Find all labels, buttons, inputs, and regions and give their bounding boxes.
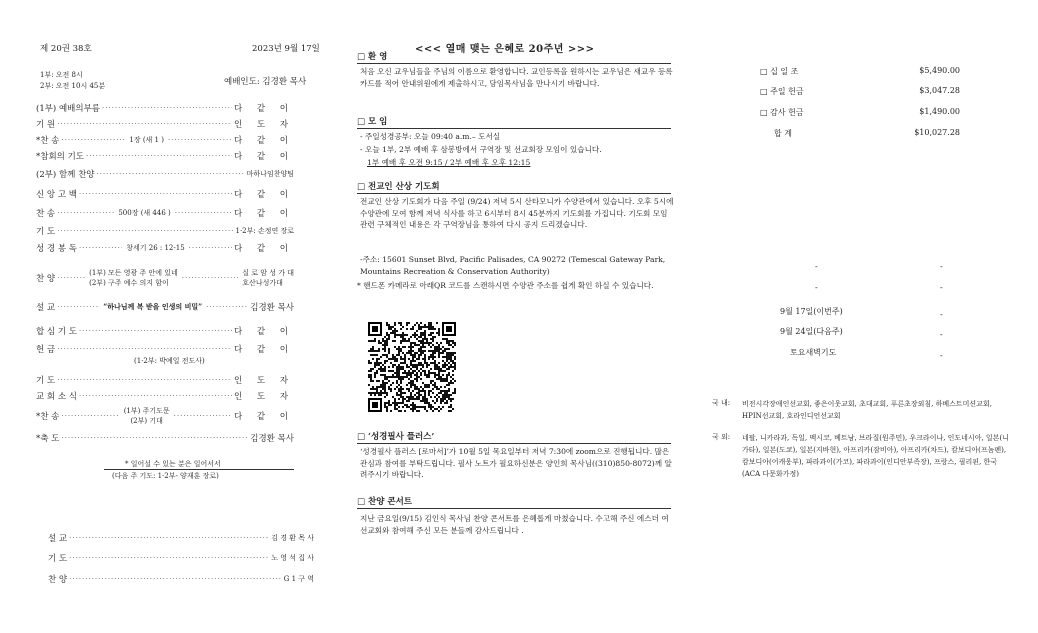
- welcome-body: 처음 오신 교우님들을 주님의 이름으로 환영합니다. 교인등록을 원하시는 교우님은 새교우 등록카드를 적어 안내위원에게 제출하시고, 담임목사님을 만나시기 바랍니다.: [360, 67, 673, 88]
- order-item-person: 다 같 이: [233, 152, 294, 162]
- order-item: [36, 207, 294, 219]
- order-item: [36, 188, 294, 200]
- worship-leader: 예배인도: 김경환 목사: [224, 77, 307, 87]
- order-item-detail: 1장 (새 1 ): [129, 136, 164, 144]
- meetings-line-2: - 오늘 1부, 2부 예배 후 삼봉방에서 구역장 및 선교회장 모임이 있습니다.: [360, 145, 602, 154]
- closing-hymn-label: *찬 송: [36, 412, 60, 422]
- order-item-label: 기 도: [36, 227, 56, 237]
- closing-hymn-2: (2부) 기대: [130, 417, 163, 425]
- sermon-label: 설 교: [36, 303, 56, 313]
- issue-number: 제 20권 38호: [40, 44, 92, 54]
- next-week-item-label: 기 도: [48, 554, 68, 564]
- concert-rule: [357, 508, 671, 509]
- finance-row: [760, 128, 960, 142]
- choir-group-1: 실 로 암 성 가 대: [242, 269, 294, 277]
- order-item-person: 다 같 이: [233, 190, 294, 200]
- prayer-body: 전교인 산상 기도회가 다음 주일 (9/24) 저녁 5시 산타모니카 수양관에서 있습니다. 오후 5시에 수양관에 모여 함께 저녁 식사를 하고 6시부터 8시 45분까지 기도회를 가집니다. 기도회 모임 관련 구체적인 내용은 각 구역장님을 통하여 다시 공지 드리겠습니다.: [360, 197, 674, 229]
- order-item: [36, 374, 294, 386]
- prayer-qr-note: * 핸드폰 카메라로 아래QR 코드를 스캔하시면 수양관 주소를 쉽게 확인 하실 수 있습니다.: [357, 281, 654, 290]
- bible-title: □ ‘성경필사 플러스’: [357, 432, 435, 442]
- domestic-missions: 비전시각장애인선교회, 좋은이웃교회, 초대교회, 푸른초장외침, 하베스트미션교회, HPIN선교회, 호라인디언선교회: [742, 400, 992, 420]
- concert-body: 지난 금요일(9/15) 김인식 목사님 찬양 콘서트를 은혜롭게 마쳤습니다. 수고해 주신 에스더 여선교회와 참여해 주신 모든 분들께 감사드립니다 .: [360, 514, 669, 535]
- sermon-preacher: 김경환 목사: [250, 303, 294, 313]
- next-week-item-label: 설 교: [48, 534, 68, 544]
- anniversary-banner: <<< 열매 맺는 은혜로 20주년 >>>: [415, 44, 595, 55]
- prayer-rule: [357, 193, 671, 194]
- next-week-item: [48, 573, 314, 585]
- order-item-label: 합 심 기 도: [36, 327, 77, 337]
- next-week-item-person: 노 영 석 집 사: [271, 554, 314, 562]
- next-week-item: [48, 552, 314, 564]
- schedule-dash: -: [815, 262, 818, 271]
- choir-group-2: 호산나성가대: [242, 279, 283, 287]
- order-item-label: 신 앙 고 백: [36, 190, 77, 200]
- bulletin-date: 2023년 9월 17일: [252, 44, 320, 54]
- finance-row: [760, 107, 960, 121]
- order-item-detail: 창세기 26 : 12-15: [126, 244, 185, 252]
- footnote-rule: [104, 469, 294, 470]
- schedule-label: 9월 17일(이번주): [780, 307, 843, 316]
- order-item-label: 교 회 소 식: [36, 392, 77, 402]
- bible-body: ‘성경필사 플러스 [로마서]’가 10월 5일 목요일부터 저녁 7:30에 zoom으로 진행됩니다. 많은 관심과 참여를 부탁드립니다. 필사 노트가 필요하신분은 양인희 목사님((310)850-8072)께 알려주시기 바랍니다.: [360, 447, 672, 479]
- next-week-item: [48, 532, 314, 544]
- schedule-value: -: [940, 351, 943, 360]
- sermon-title: “하나님께 복 받을 인생의 비밀”: [103, 302, 203, 311]
- order-item-label: (2부) 함께 찬양: [36, 170, 95, 180]
- finance-label: □ 주일 헌금: [760, 87, 804, 96]
- benediction-leader: 김경환 목사: [250, 434, 294, 444]
- welcome-rule: [357, 63, 671, 64]
- order-item-person: 다 같 이: [233, 244, 295, 254]
- next-week-item-person: G 1 구 역: [283, 575, 314, 583]
- finance-label: □ 감사 헌금: [760, 108, 804, 117]
- schedule-dash: -: [940, 283, 943, 292]
- service-time-2: 2부: 오전 10시 45분: [40, 82, 106, 90]
- schedule-label: 9월 24일(다음주): [780, 327, 843, 336]
- order-item-person: 다 같 이: [233, 136, 294, 146]
- choir-song-2: (2부) 구주 예수 의지 함이: [89, 279, 169, 287]
- meetings-title: □ 모 임: [357, 117, 388, 127]
- benediction-label: *축 도: [36, 434, 60, 444]
- order-item: [36, 225, 294, 237]
- order-item: [36, 343, 294, 355]
- finance-amount: $3,047.28: [919, 86, 960, 95]
- meetings-line-1: - 주일성경공부: 오늘 09:40 a.m.– 도서실: [360, 132, 501, 141]
- finance-amount: $10,027.28: [914, 128, 960, 137]
- qr-code[interactable]: [368, 322, 456, 412]
- choir-row: [36, 267, 294, 289]
- finance-row: [760, 86, 960, 100]
- order-item-label: *참회의 기도: [36, 152, 85, 162]
- schedule-dash: -: [940, 262, 943, 271]
- welcome-title: □ 환 영: [357, 52, 388, 62]
- order-item-person: 다 같 이: [233, 209, 294, 219]
- order-item-person: 1·2부: 손정연 장로: [235, 227, 294, 235]
- order-item-person: 인 도 자: [233, 376, 294, 386]
- order-item-label: 기 원: [36, 120, 56, 130]
- order-item-label: 찬 송: [36, 209, 56, 219]
- foreign-missions-label: 국 외:: [712, 433, 731, 441]
- order-item: [36, 150, 294, 162]
- prayer-address: -주소: 15601 Sunset Blvd, Pacific Palisades, CA 90272 (Temescal Gateway Park, Mountains Recreation & Conservation Authority): [360, 255, 666, 276]
- order-item-person: 다 같 이: [233, 327, 294, 337]
- schedule-value: -: [940, 310, 943, 319]
- order-item-label: 기 도: [36, 376, 56, 386]
- next-prayer-note: (다음 주 기도: 1·2부- 양재훈 장로): [112, 472, 219, 480]
- order-item: [36, 168, 294, 180]
- order-item: [36, 390, 294, 402]
- finance-label: 합 계: [774, 129, 792, 138]
- closing-hymn-leader: 다 같 이: [233, 412, 294, 422]
- benediction-row: [36, 432, 294, 444]
- order-item-label: (1부) 예배의부름: [36, 104, 101, 114]
- next-week-item-person: 김 경 환 목 사: [271, 534, 314, 542]
- finance-row: [760, 66, 960, 80]
- service-time-1: 1부: 오전 8시: [40, 71, 83, 79]
- order-item-detail: 500장 (새 446 ): [118, 209, 171, 217]
- offering-note: (1·2부: 박예일 전도사): [134, 357, 205, 365]
- order-item: [36, 118, 294, 130]
- order-item-label: *찬 송: [36, 136, 60, 146]
- finance-label: □ 십 일 조: [760, 67, 799, 76]
- sermon-row: [36, 301, 294, 313]
- order-item: [36, 242, 294, 254]
- domestic-missions-label: 국 내:: [712, 399, 731, 407]
- choir-label: 찬 양: [36, 274, 56, 284]
- meetings-rule: [357, 128, 671, 129]
- schedule-dash: -: [815, 283, 818, 292]
- foreign-missions: 네팔, 니카라과, 독일, 멕시코, 베트남, 브라질(원주민), 우크라이나, 인도네시아, 일본(니가타), 일본(도쿄), 일본(지바현), 아프리카(잠비아), 아프리카(차드), 캄보디아(프놈펜), 캄보디아(어캐웅부), 파라과이(가코), 파라과이(인디안부족장), 프랑스, 필리핀, 한국(ACA 다문화가정): [742, 434, 1009, 478]
- order-item-person: 마하나임찬양팀: [246, 170, 294, 178]
- prayer-title: □ 전교인 산상 기도회: [357, 182, 440, 192]
- schedule-value: -: [940, 330, 943, 339]
- closing-hymn-1: (1부) 주기도문: [123, 407, 170, 415]
- standing-note: * 일어설 수 있는 분은 일어서서: [125, 460, 221, 468]
- concert-title: □ 찬양 콘서트: [357, 497, 413, 507]
- order-item-person: 인 도 자: [233, 120, 294, 130]
- order-item-person: 다 같 이: [233, 104, 294, 114]
- order-item: [36, 134, 294, 146]
- order-item-person: 인 도 자: [233, 392, 294, 402]
- order-item-label: 헌 금: [36, 345, 56, 355]
- meetings-line-3: 1부 예배 후 오전 9:15 / 2부 예배 후 오후 12:15: [367, 158, 531, 167]
- next-week-item-label: 찬 양: [48, 575, 68, 585]
- order-item-person: 다 같 이: [233, 345, 294, 355]
- bible-rule: [357, 443, 671, 444]
- order-item: [36, 325, 294, 337]
- closing-hymn-row: [36, 405, 294, 427]
- order-item-label: 성 경 봉 독: [36, 244, 77, 254]
- schedule-label: 토요새벽기도: [790, 348, 837, 357]
- finance-amount: $1,490.00: [919, 107, 960, 116]
- finance-amount: $5,490.00: [919, 66, 960, 75]
- order-item: [36, 102, 294, 114]
- choir-song-1: (1부) 모든 영광 주 안에 있네: [89, 269, 178, 277]
